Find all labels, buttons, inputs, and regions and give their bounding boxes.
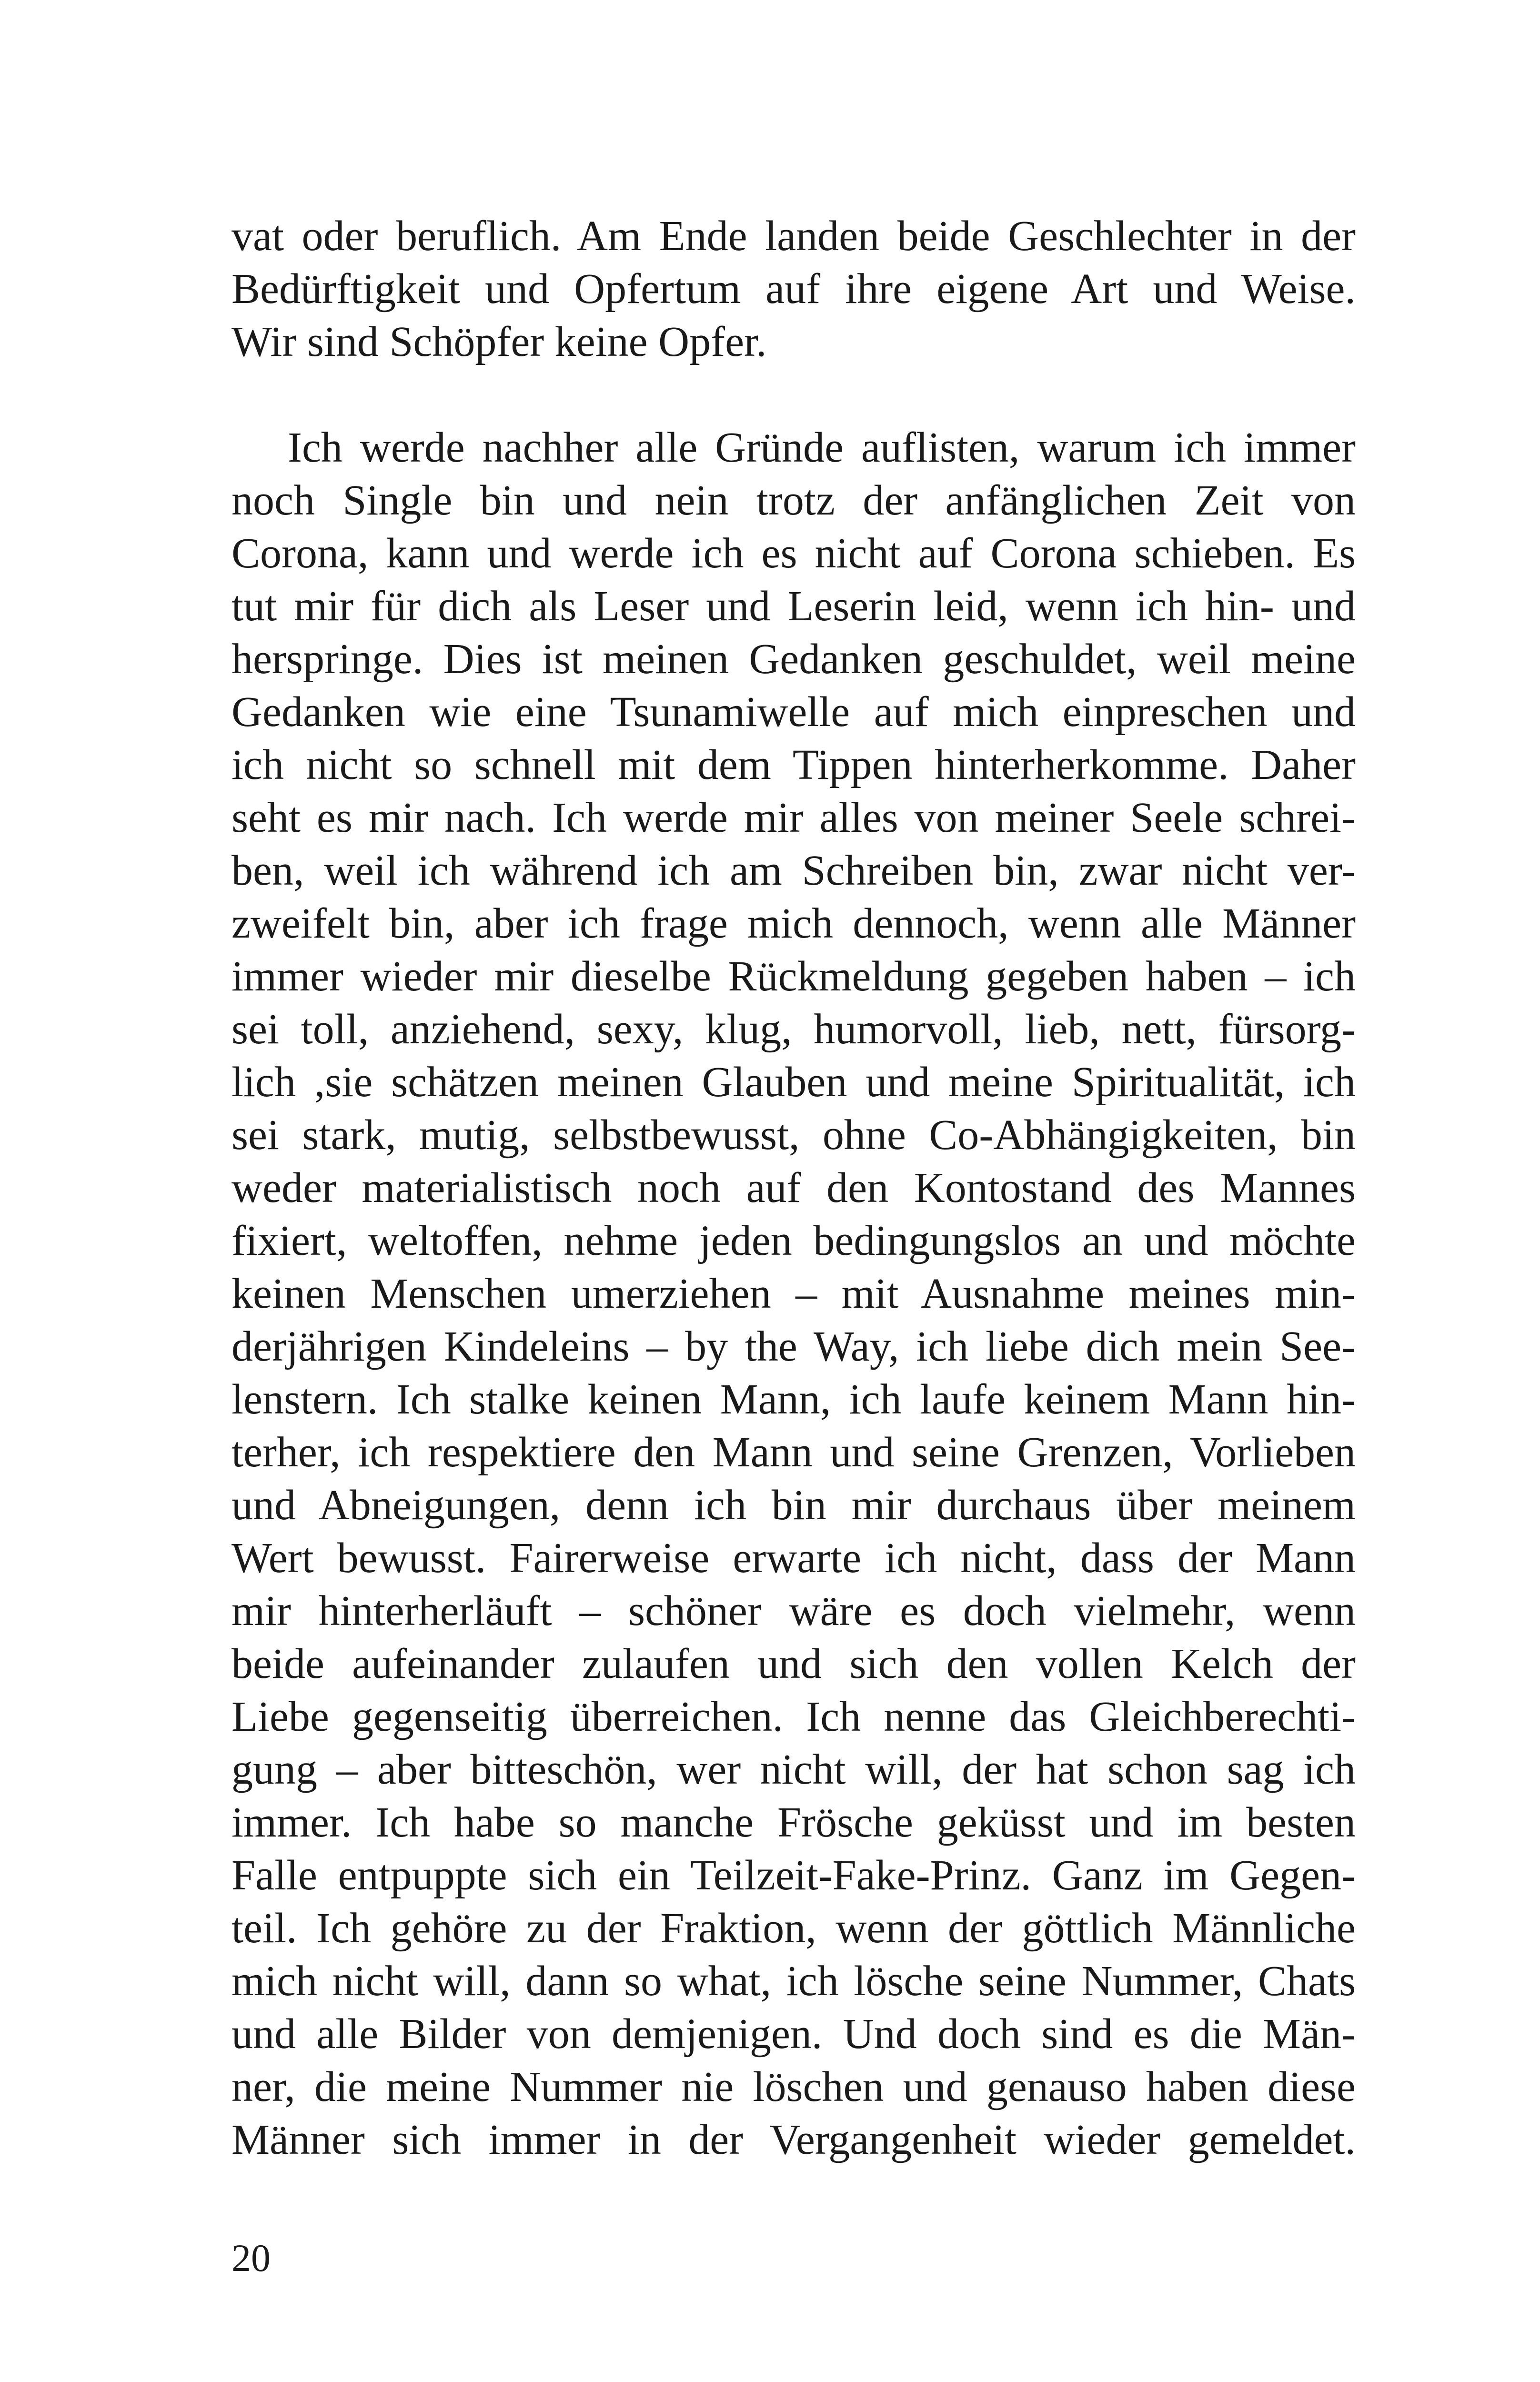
text-line: Gedanken wie eine Tsunamiwelle auf mich einpreschen und — [232, 688, 1356, 736]
paragraph-1 — [232, 210, 1356, 368]
text-line: zweifelt bin, aber ich frage mich dennoch, wenn alle Männer — [232, 900, 1356, 947]
body-text — [232, 210, 1356, 2166]
text-line: sei stark, mutig, selbstbewusst, ohne Co-Abhängigkeiten, bin — [232, 1111, 1356, 1159]
text-line: mich nicht will, dann so what, ich lösche seine Nummer, Chats — [232, 1958, 1356, 2005]
text-line: noch Single bin und nein trotz der anfänglichen Zeit von — [232, 477, 1356, 524]
text-line: herspringe. Dies ist meinen Gedanken geschuldet, weil meine — [232, 636, 1356, 683]
text-line: immer wieder mir dieselbe Rückmeldung gegeben haben – ich — [232, 953, 1356, 1000]
text-line: Falle entpuppte sich ein Teilzeit-Fake-Prinz. Ganz im Gegen- — [232, 1852, 1356, 1899]
text-line: immer. Ich habe so manche Frösche geküsst und im besten — [232, 1799, 1356, 1846]
text-line: mir hinterherläuft – schöner wäre es doch vielmehr, wenn — [232, 1587, 1356, 1635]
text-line: terher, ich respektiere den Mann und seine Grenzen, Vorlieben — [232, 1429, 1356, 1476]
text-line: Corona, kann und werde ich es nicht auf Corona schieben. Es — [232, 530, 1356, 577]
text-line: lenstern. Ich stalke keinen Mann, ich laufe keinem Mann hin- — [232, 1376, 1356, 1423]
text-line: Wert bewusst. Fairerweise erwarte ich nicht, dass der Mann — [232, 1534, 1356, 1582]
text-line: gung – aber bitteschön, wer nicht will, der hat schon sag ich — [232, 1746, 1356, 1793]
text-line: ben, weil ich während ich am Schreiben bin, zwar nicht ver- — [232, 847, 1356, 894]
text-line: lich ,sie schätzen meinen Glauben und meine Spiritualität, ich — [232, 1059, 1356, 1106]
text-line: seht es mir nach. Ich werde mir alles von meiner Seele schrei- — [232, 794, 1356, 841]
page-number: 20 — [232, 2236, 271, 2280]
text-line: Ich werde nachher alle Gründe auflisten, warum ich immer — [288, 424, 1356, 471]
text-line: derjährigen Kindeleins – by the Way, ich liebe dich mein See- — [232, 1323, 1356, 1370]
text-line: Bedürftigkeit und Opfertum auf ihre eigene Art und Weise. — [232, 265, 1356, 313]
text-line: beide aufeinander zulaufen und sich den vollen Kelch der — [232, 1640, 1356, 1687]
text-line: Männer sich immer in der Vergangenheit wieder gemeldet. — [232, 2116, 1356, 2163]
text-line: keinen Menschen umerziehen – mit Ausnahme meines min- — [232, 1270, 1356, 1317]
text-line: Liebe gegenseitig überreichen. Ich nenne das Gleichberechti- — [232, 1693, 1356, 1740]
text-line: tut mir für dich als Leser und Leserin leid, wenn ich hin- und — [232, 583, 1356, 630]
text-line: ich nicht so schnell mit dem Tippen hinterherkomme. Daher — [232, 741, 1356, 788]
text-line: Wir sind Schöpfer keine Opfer. — [232, 318, 767, 365]
text-line: vat oder beruflich. Am Ende landen beide Geschlechter in der — [232, 212, 1356, 260]
text-line: ner, die meine Nummer nie löschen und genauso haben diese — [232, 2063, 1356, 2110]
text-line: und Abneigungen, denn ich bin mir durchaus über meinem — [232, 1482, 1356, 1529]
paragraph-2 — [232, 421, 1356, 2166]
text-line: weder materialistisch noch auf den Kontostand des Mannes — [232, 1164, 1356, 1211]
text-line: teil. Ich gehöre zu der Fraktion, wenn der göttlich Männliche — [232, 1905, 1356, 1952]
text-line: sei toll, anziehend, sexy, klug, humorvoll, lieb, nett, fürsorg- — [232, 1006, 1356, 1053]
text-line: und alle Bilder von demjenigen. Und doch sind es die Män- — [232, 2010, 1356, 2058]
text-line: fixiert, weltoffen, nehme jeden bedingungslos an und möchte — [232, 1217, 1356, 1264]
